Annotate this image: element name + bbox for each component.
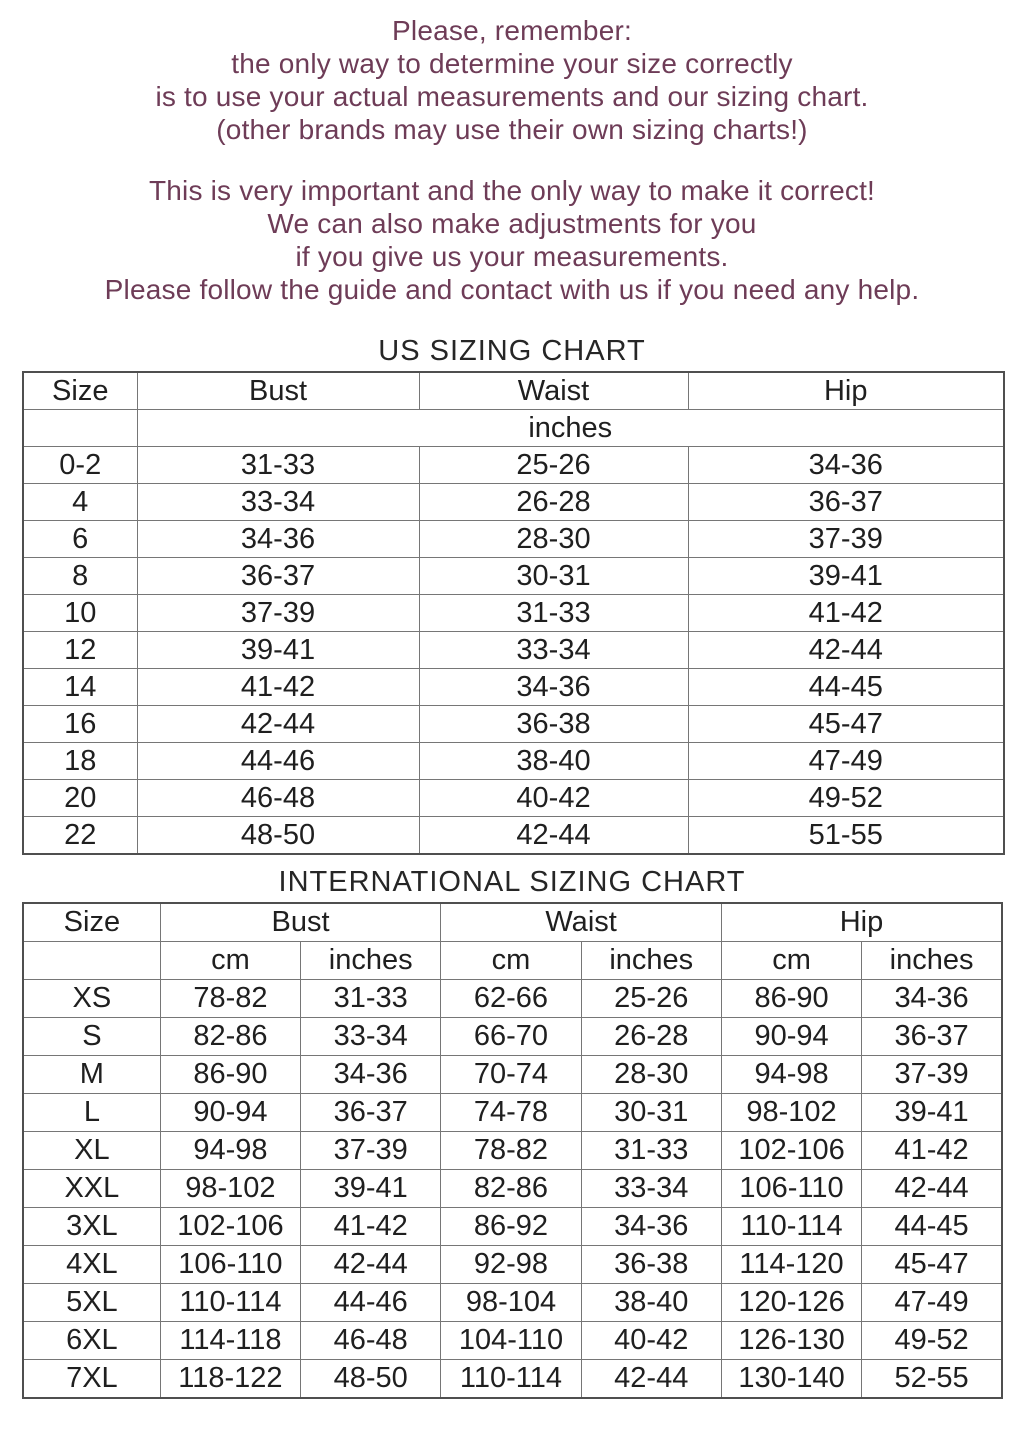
table-row (23, 1018, 1002, 1056)
measurement-cell: 92-98 (441, 1246, 581, 1284)
measurement-cell: 33-34 (137, 484, 419, 521)
measurement-cell: 38-40 (419, 743, 688, 780)
measurement-cell: 120-126 (721, 1284, 861, 1322)
size-cell: 12 (23, 632, 137, 669)
measurement-cell: 45-47 (862, 1246, 1002, 1284)
measurement-cell: 62-66 (441, 980, 581, 1018)
intro-line: We can also make adjustments for you (267, 208, 757, 239)
intl-unit-label: cm (441, 942, 581, 980)
table-row (23, 521, 1004, 558)
measurement-cell: 98-102 (721, 1094, 861, 1132)
intl-sizing-table (22, 902, 1003, 1399)
us-unit-label: inches (137, 410, 1004, 447)
measurement-cell: 31-33 (137, 447, 419, 484)
measurement-cell: 37-39 (137, 595, 419, 632)
table-row (23, 1132, 1002, 1170)
measurement-cell: 130-140 (721, 1360, 861, 1399)
measurement-cell: 98-104 (441, 1284, 581, 1322)
size-cell: 22 (23, 817, 137, 855)
measurement-cell: 25-26 (419, 447, 688, 484)
empty-cell (23, 410, 137, 447)
measurement-cell: 26-28 (581, 1018, 721, 1056)
table-row (23, 817, 1004, 855)
measurement-cell: 33-34 (581, 1170, 721, 1208)
measurement-cell: 25-26 (581, 980, 721, 1018)
size-cell: 14 (23, 669, 137, 706)
measurement-cell: 86-90 (160, 1056, 300, 1094)
measurement-cell: 36-38 (581, 1246, 721, 1284)
measurement-cell: 34-36 (137, 521, 419, 558)
size-cell: XXL (23, 1170, 160, 1208)
measurement-cell: 49-52 (688, 780, 1004, 817)
measurement-cell: 30-31 (581, 1094, 721, 1132)
measurement-cell: 94-98 (160, 1132, 300, 1170)
measurement-cell: 40-42 (419, 780, 688, 817)
measurement-cell: 40-42 (581, 1322, 721, 1360)
measurement-cell: 31-33 (301, 980, 441, 1018)
size-cell: 18 (23, 743, 137, 780)
measurement-cell: 37-39 (688, 521, 1004, 558)
table-row (23, 706, 1004, 743)
size-cell: 16 (23, 706, 137, 743)
measurement-cell: 36-37 (862, 1018, 1002, 1056)
size-cell: 20 (23, 780, 137, 817)
intl-unit-label: cm (721, 942, 861, 980)
table-row (23, 780, 1004, 817)
measurement-cell: 82-86 (160, 1018, 300, 1056)
measurement-cell: 90-94 (160, 1094, 300, 1132)
measurement-cell: 98-102 (160, 1170, 300, 1208)
us-unit-row (23, 410, 1004, 447)
intl-unit-label: cm (160, 942, 300, 980)
intro-line: Please, remember: (392, 15, 632, 46)
size-cell: 10 (23, 595, 137, 632)
measurement-cell: 45-47 (688, 706, 1004, 743)
measurement-cell: 42-44 (419, 817, 688, 855)
measurement-cell: 33-34 (301, 1018, 441, 1056)
intro-line: the only way to determine your size correctly (231, 48, 793, 79)
measurement-cell: 90-94 (721, 1018, 861, 1056)
intro-line: This is very important and the only way to make it correct! (148, 175, 876, 206)
intl-unit-label: inches (581, 942, 721, 980)
us-header-row (23, 372, 1004, 410)
measurement-cell: 41-42 (301, 1208, 441, 1246)
measurement-cell: 126-130 (721, 1322, 861, 1360)
measurement-cell: 110-114 (160, 1284, 300, 1322)
measurement-cell: 34-36 (419, 669, 688, 706)
measurement-cell: 41-42 (137, 669, 419, 706)
measurement-cell: 94-98 (721, 1056, 861, 1094)
measurement-cell: 78-82 (160, 980, 300, 1018)
measurement-cell: 70-74 (441, 1056, 581, 1094)
measurement-cell: 39-41 (137, 632, 419, 669)
measurement-cell: 104-110 (441, 1322, 581, 1360)
measurement-cell: 78-82 (441, 1132, 581, 1170)
intl-unit-row (23, 942, 1002, 980)
measurement-cell: 74-78 (441, 1094, 581, 1132)
measurement-cell: 86-92 (441, 1208, 581, 1246)
size-cell: 4 (23, 484, 137, 521)
size-cell: 7XL (23, 1360, 160, 1399)
measurement-cell: 46-48 (137, 780, 419, 817)
measurement-cell: 39-41 (301, 1170, 441, 1208)
measurement-cell: 110-114 (721, 1208, 861, 1246)
intl-chart-title: INTERNATIONAL SIZING CHART (278, 866, 746, 898)
measurement-cell: 114-120 (721, 1246, 861, 1284)
table-row (23, 1094, 1002, 1132)
measurement-cell: 102-106 (160, 1208, 300, 1246)
measurement-cell: 86-90 (721, 980, 861, 1018)
table-row (23, 1246, 1002, 1284)
measurement-cell: 44-45 (688, 669, 1004, 706)
measurement-cell: 41-42 (688, 595, 1004, 632)
measurement-cell: 42-44 (862, 1170, 1002, 1208)
table-row (23, 595, 1004, 632)
size-cell: L (23, 1094, 160, 1132)
measurement-cell: 42-44 (688, 632, 1004, 669)
intl-unit-label: inches (301, 942, 441, 980)
measurement-cell: 44-45 (862, 1208, 1002, 1246)
table-row (23, 1360, 1002, 1399)
us-col-header-waist: Waist (419, 372, 688, 410)
measurement-cell: 41-42 (862, 1132, 1002, 1170)
intl-col-header-bust: Bust (160, 903, 441, 942)
measurement-cell: 36-38 (419, 706, 688, 743)
size-cell: 4XL (23, 1246, 160, 1284)
table-row (23, 1208, 1002, 1246)
table-row (23, 447, 1004, 484)
measurement-cell: 39-41 (862, 1094, 1002, 1132)
table-row (23, 1056, 1002, 1094)
measurement-cell: 48-50 (137, 817, 419, 855)
intro-text-block (0, 0, 1024, 306)
table-row (23, 484, 1004, 521)
measurement-cell: 37-39 (301, 1132, 441, 1170)
measurement-cell: 34-36 (301, 1056, 441, 1094)
measurement-cell: 33-34 (419, 632, 688, 669)
measurement-cell: 106-110 (721, 1170, 861, 1208)
size-cell: 3XL (23, 1208, 160, 1246)
measurement-cell: 28-30 (581, 1056, 721, 1094)
measurement-cell: 118-122 (160, 1360, 300, 1399)
intl-header-row (23, 903, 1002, 942)
measurement-cell: 39-41 (688, 558, 1004, 595)
measurement-cell: 31-33 (419, 595, 688, 632)
measurement-cell: 36-37 (301, 1094, 441, 1132)
measurement-cell: 36-37 (137, 558, 419, 595)
measurement-cell: 36-37 (688, 484, 1004, 521)
table-row (23, 980, 1002, 1018)
us-col-header-bust: Bust (137, 372, 419, 410)
measurement-cell: 110-114 (441, 1360, 581, 1399)
table-row (23, 1284, 1002, 1322)
size-cell: S (23, 1018, 160, 1056)
measurement-cell: 26-28 (419, 484, 688, 521)
size-cell: 6XL (23, 1322, 160, 1360)
measurement-cell: 38-40 (581, 1284, 721, 1322)
measurement-cell: 106-110 (160, 1246, 300, 1284)
size-cell: 8 (23, 558, 137, 595)
measurement-cell: 49-52 (862, 1322, 1002, 1360)
measurement-cell: 34-36 (581, 1208, 721, 1246)
intl-col-header-hip: Hip (721, 903, 1002, 942)
paragraph-gap (0, 146, 1024, 174)
size-cell: 6 (23, 521, 137, 558)
size-cell: XS (23, 980, 160, 1018)
intro-line: Please follow the guide and contact with us if you need any help. (104, 274, 920, 305)
table-row (23, 669, 1004, 706)
measurement-cell: 102-106 (721, 1132, 861, 1170)
measurement-cell: 34-36 (688, 447, 1004, 484)
size-cell: XL (23, 1132, 160, 1170)
measurement-cell: 48-50 (301, 1360, 441, 1399)
measurement-cell: 44-46 (137, 743, 419, 780)
size-cell: 5XL (23, 1284, 160, 1322)
table-row (23, 1170, 1002, 1208)
intl-col-header-size: Size (23, 903, 160, 942)
measurement-cell: 31-33 (581, 1132, 721, 1170)
us-chart-title: US SIZING CHART (378, 335, 646, 367)
measurement-cell: 28-30 (419, 521, 688, 558)
size-cell: 0-2 (23, 447, 137, 484)
measurement-cell: 42-44 (301, 1246, 441, 1284)
measurement-cell: 47-49 (688, 743, 1004, 780)
measurement-cell: 52-55 (862, 1360, 1002, 1399)
measurement-cell: 114-118 (160, 1322, 300, 1360)
measurement-cell: 30-31 (419, 558, 688, 595)
measurement-cell: 42-44 (581, 1360, 721, 1399)
measurement-cell: 44-46 (301, 1284, 441, 1322)
measurement-cell: 34-36 (862, 980, 1002, 1018)
intro-line: if you give us your measurements. (295, 241, 729, 272)
empty-cell (23, 942, 160, 980)
us-col-header-size: Size (23, 372, 137, 410)
intl-col-header-waist: Waist (441, 903, 722, 942)
intro-line: is to use your actual measurements and our sizing chart. (155, 81, 869, 112)
measurement-cell: 66-70 (441, 1018, 581, 1056)
table-row (23, 743, 1004, 780)
us-col-header-hip: Hip (688, 372, 1004, 410)
measurement-cell: 82-86 (441, 1170, 581, 1208)
size-cell: M (23, 1056, 160, 1094)
measurement-cell: 42-44 (137, 706, 419, 743)
table-row (23, 632, 1004, 669)
measurement-cell: 46-48 (301, 1322, 441, 1360)
intl-unit-label: inches (862, 942, 1002, 980)
table-row (23, 1322, 1002, 1360)
us-sizing-table (22, 371, 1005, 855)
measurement-cell: 47-49 (862, 1284, 1002, 1322)
measurement-cell: 37-39 (862, 1056, 1002, 1094)
intro-line: (other brands may use their own sizing charts!) (216, 114, 808, 145)
measurement-cell: 51-55 (688, 817, 1004, 855)
table-row (23, 558, 1004, 595)
